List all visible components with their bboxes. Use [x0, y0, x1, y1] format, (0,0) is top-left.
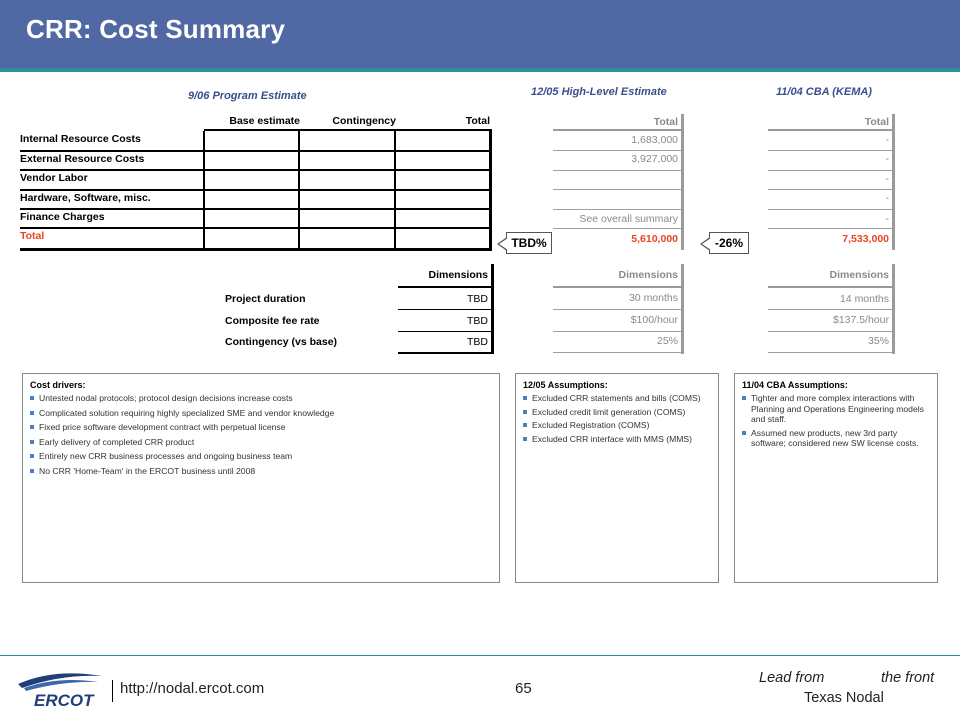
cba-contingency: 35%	[867, 335, 889, 347]
svg-text:ERCOT: ERCOT	[34, 691, 94, 710]
assumption-1205-item: Excluded CRR interface with MMS (MMS)	[523, 434, 711, 445]
cba-finance: -	[885, 213, 889, 225]
assumptions-1205-title: 12/05 Assumptions:	[523, 380, 608, 390]
footer-tagline-2: Texas Nodal	[804, 690, 884, 706]
cba-internal: -	[885, 134, 889, 146]
dim-label-fee-rate: Composite fee rate	[225, 315, 320, 327]
assumptions-1205-box	[515, 373, 719, 583]
cost-drivers-title: Cost drivers:	[30, 380, 86, 390]
program-fee-rate: TBD	[467, 315, 488, 327]
program-dimensions-header: Dimensions	[428, 269, 488, 281]
cost-driver-item: Fixed price software development contract with perpetual license	[30, 422, 492, 433]
program-contingency: TBD	[467, 336, 488, 348]
pct-change-callout: -26%	[709, 232, 749, 254]
row-label-finance: Finance Charges	[20, 211, 105, 223]
cost-driver-item: Untested nodal protocols; protocol design decisions increase costs	[30, 393, 492, 404]
high-level-header: Total	[653, 116, 678, 128]
cba-dimensions-table	[768, 264, 895, 354]
assumption-1104-item: Tighter and more complex interactions with Planning and Operations Engineering models and staff.	[742, 393, 930, 425]
cba-heading: 11/04 CBA (KEMA)	[776, 86, 872, 98]
assumption-1205-item: Excluded Registration (COMS)	[523, 420, 711, 431]
high-level-estimate-heading: 12/05 High-Level Estimate	[531, 86, 667, 98]
ercot-logo	[14, 666, 106, 712]
footer-separator	[112, 680, 113, 702]
tbd-pct-callout: TBD%	[506, 232, 552, 254]
dim-label-duration: Project duration	[225, 293, 306, 305]
high-level-duration: 30 months	[628, 292, 678, 304]
high-level-estimate-column	[553, 114, 684, 250]
cba-vendor: -	[885, 173, 889, 185]
high-level-internal: 1,683,000	[631, 134, 678, 146]
assumptions-1104-title: 11/04 CBA Assumptions:	[742, 380, 848, 390]
high-level-finance: See overall summary	[579, 213, 678, 225]
high-level-fee-rate: $100/hour	[630, 314, 678, 326]
assumption-1205-item: Excluded credit limit generation (COMS)	[523, 407, 711, 418]
row-label-hardware: Hardware, Software, misc.	[20, 192, 151, 204]
cba-fee-rate: $137.5/hour	[832, 314, 889, 326]
footer-tagline-b: the front	[881, 670, 935, 686]
cost-driver-item: Complicated solution requiring highly specialized SME and vendor knowledge	[30, 408, 492, 419]
program-estimate-table	[20, 114, 492, 252]
row-label-vendor: Vendor Labor	[20, 172, 88, 184]
high-level-total: 5,610,000	[631, 233, 678, 245]
title-accent-line	[0, 68, 960, 72]
program-dimensions-table	[220, 264, 494, 356]
cba-dimensions-header: Dimensions	[829, 269, 889, 281]
cost-driver-item: Entirely new CRR business processes and ongoing business team	[30, 451, 492, 462]
cba-total: 7,533,000	[842, 233, 889, 245]
program-estimate-heading: 9/06 Program Estimate	[188, 90, 307, 102]
row-label-internal: Internal Resource Costs	[20, 133, 141, 145]
cost-driver-item: No CRR 'Home-Team' in the ERCOT business until 2008	[30, 466, 492, 477]
cost-drivers-box	[22, 373, 500, 583]
row-label-total: Total	[20, 230, 45, 242]
header-contingency: Contingency	[332, 115, 396, 127]
header-base-estimate: Base estimate	[229, 115, 300, 127]
assumption-1205-item: Excluded CRR statements and bills (COMS)	[523, 393, 711, 404]
footer-divider	[0, 655, 960, 656]
cba-external: -	[885, 153, 889, 165]
footer-tagline-a: Lead from	[759, 670, 825, 686]
assumption-1104-item: Assumed new products, new 3rd party software; considered new SW license costs.	[742, 428, 930, 449]
dim-label-contingency: Contingency (vs base)	[225, 336, 338, 348]
cba-header: Total	[864, 116, 889, 128]
row-label-external: External Resource Costs	[20, 153, 145, 165]
high-level-dimensions-table	[553, 264, 684, 354]
high-level-contingency: 25%	[656, 335, 678, 347]
page-number: 65	[515, 680, 532, 697]
high-level-dimensions-header: Dimensions	[618, 269, 678, 281]
cost-driver-item: Early delivery of completed CRR product	[30, 437, 492, 448]
program-duration: TBD	[467, 293, 488, 305]
high-level-external: 3,927,000	[631, 153, 678, 165]
cba-column	[768, 114, 895, 250]
page-title: CRR: Cost Summary	[26, 14, 286, 44]
header-total: Total	[465, 115, 490, 127]
assumptions-1104-box	[734, 373, 938, 583]
cba-hardware: -	[885, 192, 889, 204]
footer-url-link[interactable]: http://nodal.ercot.com	[120, 680, 265, 697]
cba-duration: 14 months	[839, 293, 889, 305]
